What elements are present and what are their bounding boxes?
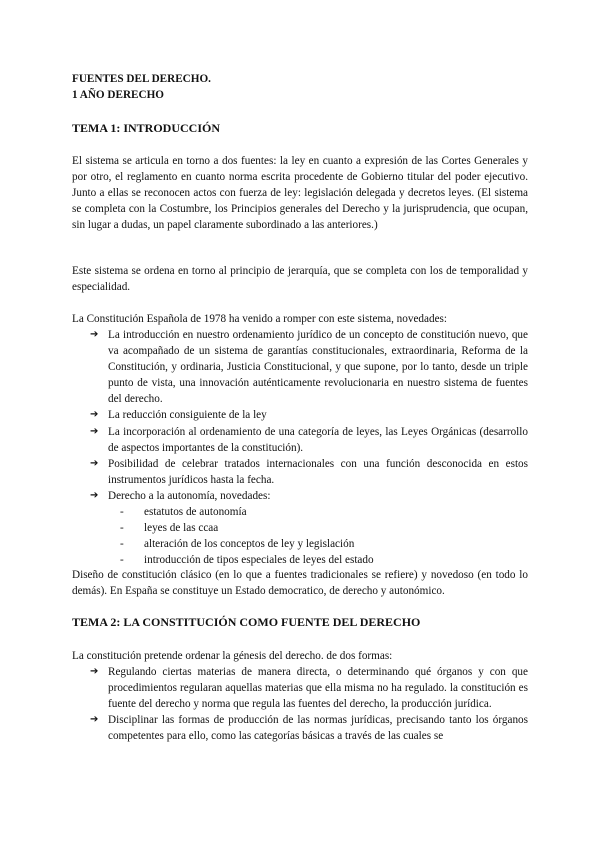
document-title bbox=[72, 72, 211, 103]
sub-list-item-text: leyes de las ccaa bbox=[144, 522, 219, 535]
list-item bbox=[90, 664, 528, 712]
tema1-paragraph-2: Este sistema se ordena en torno al principio de jerarquía, que se completa con los de temporalidad y especialidad. bbox=[72, 265, 528, 294]
arrow-right-icon: ➔ bbox=[90, 425, 99, 437]
dash-icon: - bbox=[120, 538, 124, 551]
tema1-paragraph-1: El sistema se articula en torno a dos fuentes: la ley en cuanto a expresión de las Cortes Generales y por otro, el reglamento en cuanto norma escrita procedente de Gobierno titular del poder ejecutivo. Junto a ellas se reconocen actos con fuerza de ley: legislación delegada y decretos leyes. (El sistema se completa con la Costumbre, los Principios generales del Derecho y la jurisprudencia, que ocupan, sin lugar a dudas, un papel claramente subordinado a las anteriores.) bbox=[72, 155, 528, 232]
tema1-paragraph-3: La Constitución Española de 1978 ha venido a romper con este sistema, novedades: bbox=[72, 313, 447, 325]
dash-icon: - bbox=[120, 554, 124, 567]
sub-list-item bbox=[108, 552, 528, 568]
arrow-right-icon: ➔ bbox=[90, 489, 99, 501]
list-item bbox=[90, 407, 528, 423]
list-item bbox=[90, 424, 528, 456]
sub-list-item-text: estatutos de autonomía bbox=[144, 506, 247, 519]
arrow-right-icon: ➔ bbox=[90, 457, 99, 469]
list-item bbox=[90, 488, 528, 568]
list-item bbox=[90, 712, 528, 744]
tema1-closing-paragraph: Diseño de constitución clásico (en lo que a fuentes tradicionales se refiere) y novedoso (en todo lo demás). En España se constituye un Estado democratico, de derecho y autonómico. bbox=[72, 569, 528, 598]
sub-list-item bbox=[108, 504, 528, 520]
arrow-right-icon: ➔ bbox=[90, 714, 99, 726]
list-item-text: Disciplinar las formas de producción de las normas jurídicas, precisando tanto los órganos competentes para ello, como las categorías básicas a través de las cuales se bbox=[108, 714, 528, 743]
tema2-heading: TEMA 2: LA CONSTITUCIÓN COMO FUENTE DEL DERECHO bbox=[72, 615, 421, 629]
title-line-1: FUENTES DEL DERECHO. bbox=[72, 73, 211, 85]
dash-icon: - bbox=[120, 522, 124, 535]
autonomia-sublist bbox=[108, 504, 528, 568]
list-item bbox=[90, 327, 528, 407]
list-item-text: La incorporación al ordenamiento de una categoría de leyes, las Leyes Orgánicas (desarrollo de aspectos importantes de la constitución). bbox=[108, 425, 528, 454]
sub-list-item-text: alteración de los conceptos de ley y legislación bbox=[144, 538, 355, 551]
list-item-text: La introducción en nuestro ordenamiento jurídico de un concepto de constitución nuevo, que va acompañado de un sistema de garantías constitucionales, extraordinaria, Reforma de la Constitución, y ordinaria, Justicia Constitucional, y que supone, por lo tanto, desde un triple punto de vista, una innovación auténticamente revolucionaria en nuestro sistema de fuentes del derecho. bbox=[108, 329, 528, 406]
list-item bbox=[90, 456, 528, 488]
arrow-right-icon: ➔ bbox=[90, 666, 99, 677]
sub-list-item bbox=[108, 520, 528, 536]
list-item-text: La reducción consiguiente de la ley bbox=[108, 409, 267, 422]
tema2-intro-paragraph: La constitución pretende ordenar la génesis del derecho. de dos formas: bbox=[72, 650, 393, 662]
title-line-2: 1 AÑO DERECHO bbox=[72, 88, 164, 101]
arrow-right-icon: ➔ bbox=[90, 329, 99, 340]
list-item-text: Regulando ciertas materias de manera directa, o determinando qué órganos y con que procedimientos regularan aquellas materias que ella misma no ha regulado. la constitución es fuente del derecho y norma que regula las fuentes del derecho, la producción jurídica. bbox=[108, 666, 528, 711]
arrow-right-icon: ➔ bbox=[90, 409, 99, 421]
tema1-heading: TEMA 1: INTRODUCCIÓN bbox=[72, 121, 221, 135]
list-item-text: Posibilidad de celebrar tratados internacionales con una función desconocida en estos instrumentos jurídicos hasta la fecha. bbox=[108, 457, 528, 486]
sub-list-item bbox=[108, 536, 528, 552]
tema2-formas-list bbox=[90, 664, 528, 744]
dash-icon: - bbox=[120, 506, 124, 519]
tema1-novedades-list bbox=[90, 327, 528, 568]
list-item-text: Derecho a la autonomía, novedades: bbox=[108, 489, 271, 502]
sub-list-item-text: introducción de tipos especiales de leyes del estado bbox=[144, 554, 374, 567]
